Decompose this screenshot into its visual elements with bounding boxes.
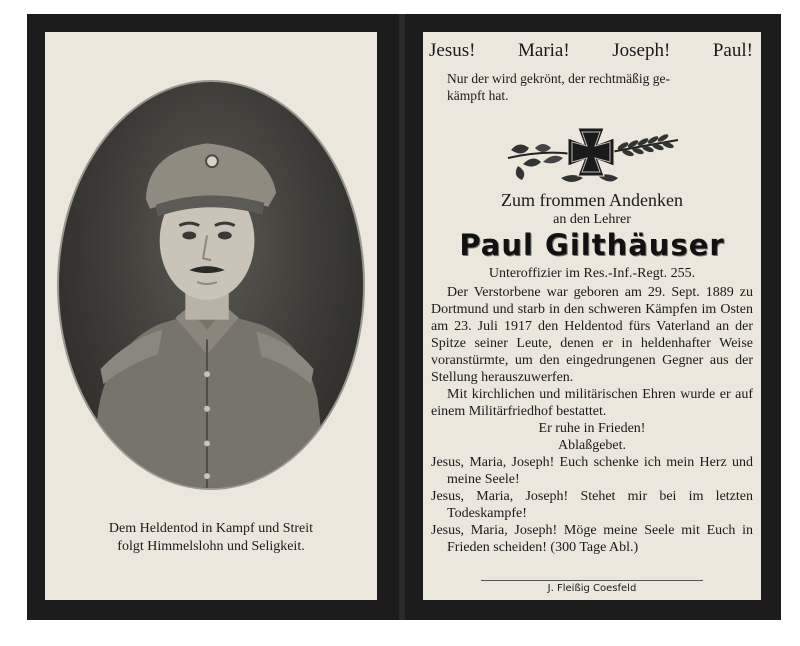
printer-rule [481, 580, 703, 581]
prayer-line: Jesus, Maria, Joseph! Stehet mir bei im letzten Todeskampfe! [431, 489, 753, 521]
rest-line: Er ruhe in Frieden! [538, 421, 646, 436]
caption-line: folgt Himmelslohn und Seligkeit. [117, 539, 305, 554]
prayer-line: Jesus, Maria, Joseph! Euch schenke ich mein Herz und meine Seele! [431, 455, 753, 487]
holy-name: Maria! [518, 40, 570, 61]
printer-imprint: J. Fleißig Coesfeld [547, 583, 637, 594]
holy-names [423, 40, 761, 62]
caption-line: Dem Heldentod in Kampf und Streit [108, 521, 314, 536]
left-panel [27, 14, 399, 620]
left-inner [45, 32, 377, 600]
left-caption [45, 520, 377, 556]
verse-line: kämpft hat. [447, 88, 509, 103]
rank-line: Unteroffizier im Res.-Inf.-Regt. 255. [488, 266, 696, 281]
burial-paragraph: Mit kirchlichen und militärischen Ehren wurde er auf einem Militärfriedhof bestattet. [431, 387, 753, 419]
iron-cross-icon [423, 120, 761, 190]
holy-name: Joseph! [612, 40, 671, 61]
prayer-title: Ablaßgebet. [557, 438, 627, 453]
verse-line: Nur der wird gekrönt, der rechtmäßig ge- [447, 71, 671, 86]
andenken-heading: Zum frommen Andenken [501, 190, 683, 210]
deceased-name: Paul Gilthäuser [459, 228, 725, 262]
holy-name: Paul! [712, 40, 753, 61]
holy-name: Jesus! [429, 40, 476, 61]
crown-verse [423, 70, 761, 104]
bio-paragraph: Der Verstorbene war geboren am 29. Sept. 1889 zu Dortmund und starb in den schweren Kämpfen im Osten am 23. Juli 1917 den Heldentod fürs Vaterland an der Spitze seiner Leute, denen er in heldenhafter Weise voranstürmte, um den eingedrungenen Gegner aus der Stellung herauszuwerfen. [431, 285, 753, 385]
memorial-card [27, 14, 781, 620]
soldier-portrait [57, 80, 365, 490]
memorial-text [423, 284, 761, 556]
right-inner [423, 32, 761, 600]
lehrer-line: an den Lehrer [553, 212, 631, 227]
portrait-illustration [59, 82, 363, 488]
prayer-line: Jesus, Maria, Joseph! Möge meine Seele mit Euch in Frieden scheiden! (300 Tage Abl.) [431, 523, 753, 555]
right-panel [405, 14, 781, 620]
